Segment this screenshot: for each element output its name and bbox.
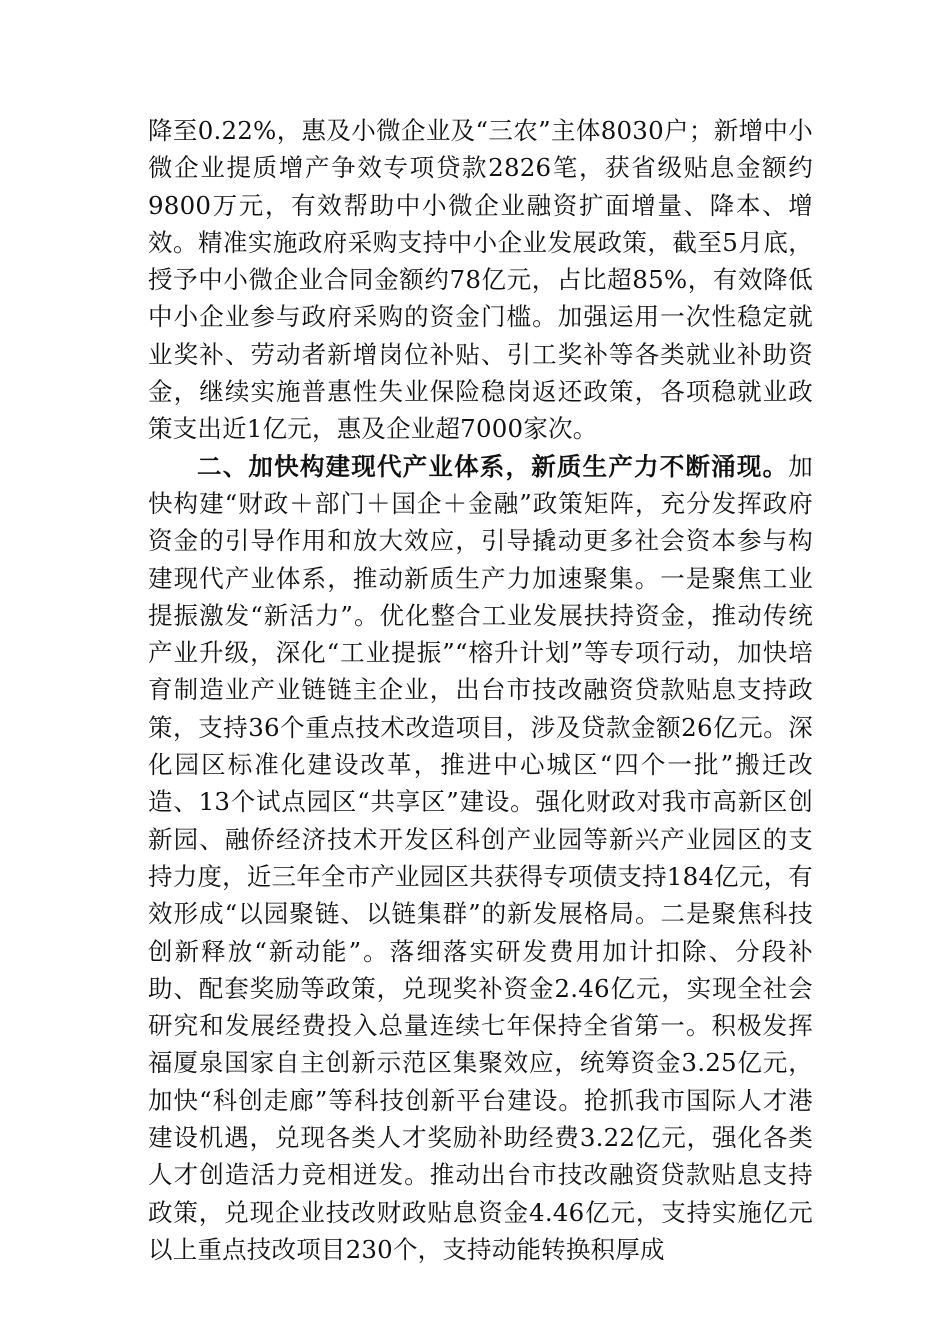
paragraph-policy-support: 降至0.22%，惠及小微企业及“三农”主体8030户；新增中小微企业提质增产争效专项贷款2826笔，获省级贴息金额约9800万元，有效帮助中小微企业融资扩面增量、降本、增效。精准实施政府采购支持中小企业发展政策，截至5月底，授予中小微企业合同金额约78亿元，占比超85%，有效降低中小企业参与政府采购的资金门槛。加强运用一次性稳定就业奖补、劳动者新增岗位补贴、引工奖补等各类就业补助资金，继续实施普惠性失业保险稳岗返还政策，各项稳就业政策支出近1亿元，惠及企业超7000家次。 [148,116,813,444]
paragraph-section-2 [148,448,813,1269]
section-heading: 二、加快构建现代产业体系，新质生产力不断涌现。 [197,451,789,481]
section-body: 加快构建“财政＋部门＋国企＋金融”政策矩阵，充分发挥政府资金的引导作用和放大效应，引导撬动更多社会资本参与构建现代产业体系，推动新质生产力加速聚集。一是聚焦工业提振激发“新活力”。优化整合工业发展扶持资金，推动传统产业升级，深化“工业提振”“榕升计划”等专项行动，加快培育制造业产业链链主企业，出台市技改融资贷款贴息支持政策，支持36个重点技术改造项目，涉及贷款金额26亿元。深化园区标准化建设改革，推进中心城区“四个一批”搬迁改造、13个试点园区“共享区”建设。强化财政对我市高新区创新园、融侨经济技术开发区科创产业园等新兴产业园区的支持力度，近三年全市产业园区共获得专项债支持184亿元，有效形成“以园聚链、以链集群”的新发展格局。二是聚焦科技创新释放“新动能”。落细落实研发费用加计扣除、分段补助、配套奖励等政策，兑现奖补资金2.46亿元，实现全社会研究和发展经费投入总量连续七年保持全省第一。积极发挥福厦泉国家自主创新示范区集聚效应，统筹资金3.25亿元，加快“科创走廊”等科技创新平台建设。抢抓我市国际人才港建设机遇，兑现各类人才奖励补助经费3.22亿元，强化各类人才创造活力竞相迸发。推动出台市技改融资贷款贴息支持政策，兑现企业技改财政贴息资金4.46亿元，支持实施亿元以上重点技改项目230个，支持动能转换积厚成 [148,451,813,1264]
body-text [148,112,813,1268]
